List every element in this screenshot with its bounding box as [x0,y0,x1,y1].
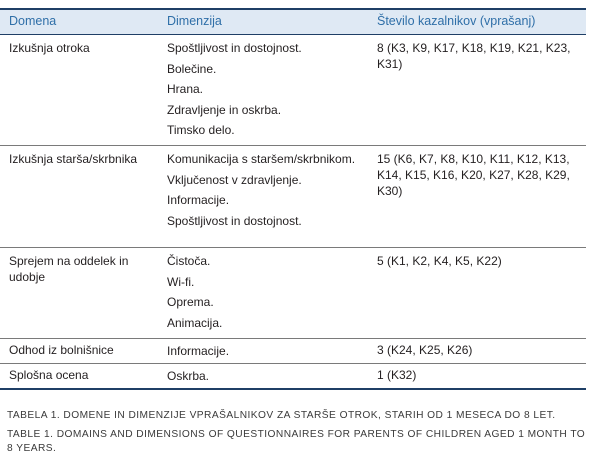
dimension-item: Zdravljenje in oskrba. [167,102,282,117]
dimension-item: Vključenost v zdravljenje. [167,172,302,187]
dimension-item: Wi-fi. [167,274,195,289]
domains-table [0,8,586,390]
table-row [0,35,586,146]
table-caption-slovene: TABELA 1. DOMENE IN DIMENZIJE VPRAŠALNIKOV ZA STARŠE OTROK, STARIH OD 1 MESECA DO 8 LET. [7,410,556,421]
dimension-item: Animacija. [167,315,223,330]
table-header [0,8,586,35]
dimension-item: Informacije. [167,193,230,207]
dimension-item: Oskrba. [167,369,210,383]
count-cell: 8 (K3, K9, K17, K18, K19, K21, K23, K31) [377,41,571,71]
table-row [0,248,586,339]
dimension-cell [167,251,375,333]
count-cell: 5 (K1, K2, K4, K5, K22) [377,254,502,268]
header-count: Število kazalnikov (vprašanj) [377,14,536,28]
dimension-item: Bolečine. [167,61,217,76]
dimension-item: Informacije. [167,344,230,358]
domain-cell: Sprejem na oddelek in udobje [9,254,129,284]
domain-cell: Izkušnja otroka [9,41,90,55]
dimension-item: Čistoča. [167,254,211,268]
header-domain: Domena [9,14,57,28]
dimension-item: Timsko delo. [167,123,235,137]
domain-cell: Splošna ocena [9,368,89,382]
domain-cell: Odhod iz bolnišnice [9,343,114,357]
dimension-cell [167,149,375,231]
table-row [0,146,586,248]
dimension-cell [167,38,375,141]
dimension-item: Oprema. [167,295,214,309]
count-cell: 3 (K24, K25, K26) [377,343,473,357]
header-dimension: Dimenzija [167,14,222,28]
table-caption-english: TABLE 1. DOMAINS AND DIMENSIONS OF QUESTIONNAIRES FOR PARENTS OF CHILDREN AGED 1 MONTH TO 8 YEARS. [7,429,586,454]
count-cell: 15 (K6, K7, K8, K10, K11, K12, K13, K14, K15, K16, K20, K27, K28, K29, K30) [377,152,570,198]
dimension-item: Hrana. [167,82,204,96]
table-row [0,364,586,390]
dimension-item: Komunikacija s staršem/skrbnikom. [167,152,356,166]
domain-cell: Izkušnja starša/skrbnika [9,152,138,166]
dimension-item: Spoštljivost in dostojnost. [167,41,302,55]
dimension-item: Spoštljivost in dostojnost. [167,213,302,228]
count-cell: 1 (K32) [377,368,417,382]
dimension-cell [167,341,375,362]
dimension-cell [167,366,375,387]
table-row [0,339,586,364]
